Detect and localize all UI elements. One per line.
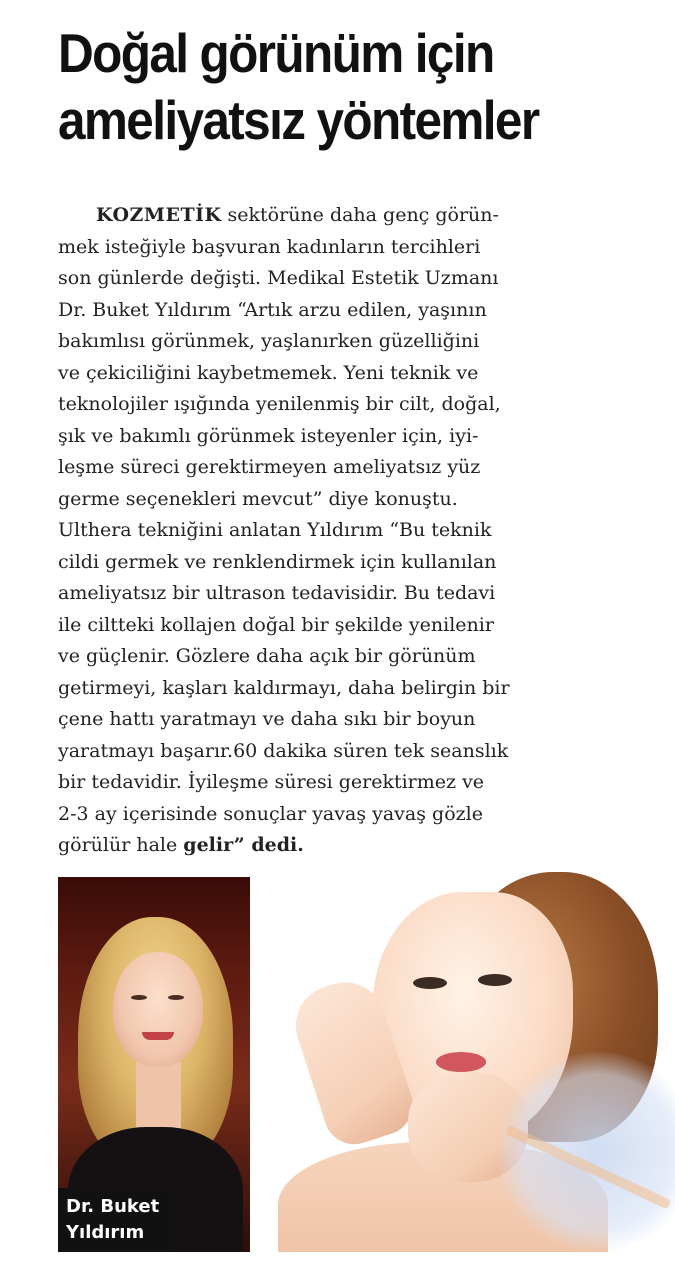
portrait-photo	[58, 877, 250, 1252]
body-line-last-tail: gelir” dedi.	[183, 834, 304, 856]
body-line: germe seçenekleri mevcut” diye konuştu.	[58, 487, 458, 510]
model-lips	[436, 1052, 486, 1072]
body-line: 2-3 ay içerisinde sonuçlar yavaş yavaş gözle	[58, 802, 483, 825]
article-headline	[58, 20, 598, 154]
body-line-1	[58, 200, 598, 232]
body-line: Dr. Buket Yıldırım “Artık arzu edilen, yaşının	[58, 298, 487, 321]
photo-collage	[58, 862, 675, 1252]
body-line: ve güçlenir. Gözlere daha açık bir görünüm	[58, 645, 476, 667]
body-line: çene hattı yaratmayı ve daha sıkı bir boyun	[58, 708, 476, 730]
body-line: leşme süreci gerektirmeyen ameliyatsız yüz	[58, 456, 481, 478]
model-eye	[478, 974, 512, 986]
headline-line-2: ameliyatsız yöntemler	[58, 89, 539, 151]
headline-line-1: Doğal görünüm için	[58, 22, 494, 84]
body-line: bir tedavidir. İyileşme süresi gerektirmez ve	[58, 771, 485, 793]
body-line: teknolojiler ışığında yenilenmiş bir cilt, doğal,	[58, 393, 501, 415]
body-line: ile ciltteki kollajen doğal bir şekilde yenilenir	[58, 613, 494, 636]
body-line: getirmeyi, kaşları kaldırmayı, daha belirgin bir	[58, 676, 510, 699]
body-line: yaratmayı başarır.60 dakika süren tek seanslık	[58, 739, 509, 762]
model-photo	[248, 862, 675, 1252]
body-line: şık ve bakımlı görünmek isteyenler için, iyi-	[58, 424, 479, 447]
portrait-mouth	[142, 1032, 174, 1040]
portrait-eye	[131, 995, 147, 1000]
body-line: mek isteğiyle başvuran kadınların tercihleri	[58, 235, 481, 258]
body-line: ve çekiciliğini kaybetmemek. Yeni teknik ve	[58, 361, 479, 384]
body-line-1-text: sektörüne daha genç görün-	[221, 204, 499, 226]
model-eye	[413, 977, 447, 989]
body-line-last	[58, 830, 598, 862]
body-line: Ulthera tekniğini anlatan Yıldırım “Bu teknik	[58, 519, 492, 541]
body-line: son günlerde değişti. Medikal Estetik Uzmanı	[58, 267, 499, 289]
body-line: bakımlısı görünmek, yaşlanırken güzelliğini	[58, 330, 480, 352]
body-line-last-text: görülür hale	[58, 834, 184, 856]
body-line: cildi germek ve renklendirmek için kullanılan	[58, 550, 497, 573]
portrait-eye	[168, 995, 184, 1000]
lead-keyword: KOZMETİK	[96, 204, 222, 226]
body-line: ameliyatsız bir ultrason tedavisidir. Bu tedavi	[58, 582, 496, 604]
portrait-face	[113, 952, 203, 1067]
article-body	[58, 200, 598, 862]
portrait-neck	[136, 1062, 181, 1137]
caption-line-2: Yıldırım	[66, 1222, 145, 1243]
caption-line-1: Dr. Buket	[66, 1196, 160, 1217]
photo-caption	[58, 1188, 170, 1252]
